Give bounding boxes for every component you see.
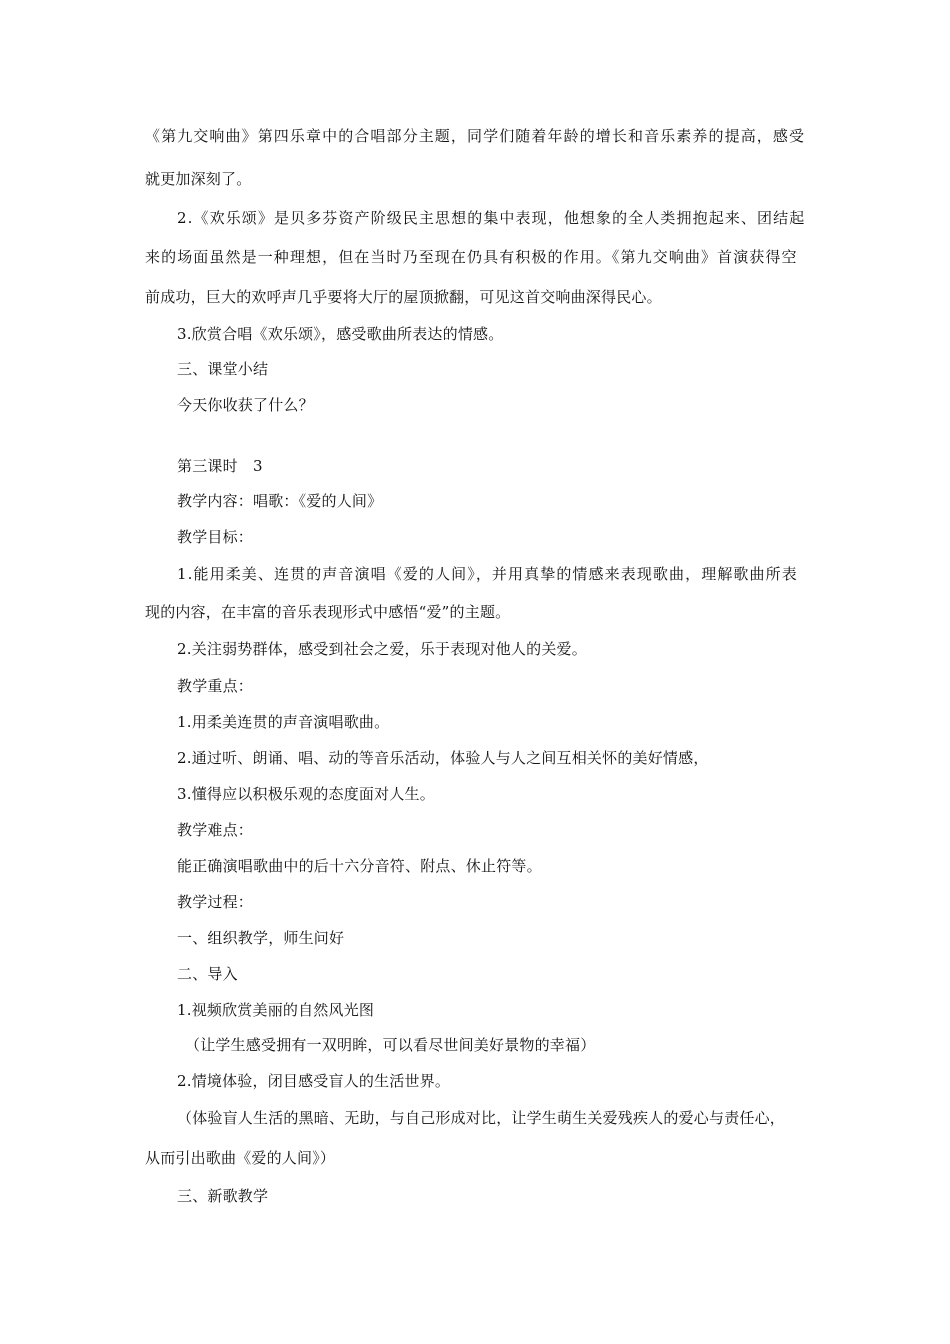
section-heading: 教学目标： [177, 528, 254, 546]
section-heading: 三、课堂小结 [177, 360, 269, 378]
paragraph-line: （体验盲人生活的黑暗、无助，与自己形成对比，让学生萌生关爱残疾人的爱心与责任心， [177, 1109, 786, 1127]
paragraph-line: 2.《欢乐颂》是贝多芬资产阶级民主思想的集中表现，他想象的全人类拥抱起来、团结起 [177, 209, 806, 227]
paragraph-line: 1.视频欣赏美丽的自然风光图 [177, 1001, 375, 1019]
paragraph-line: 3.懂得应以积极乐观的态度面对人生。 [177, 785, 435, 803]
paragraph-line: 《第九交响曲》第四乐章中的合唱部分主题，同学们随着年龄的增长和音乐素养的提高，感受 [145, 127, 806, 145]
paragraph-line: 1.能用柔美、连贯的声音演唱《爱的人间》，并用真挚的情感来表现歌曲，理解歌曲所表 [177, 565, 798, 583]
paragraph-line: 3.欣赏合唱《欢乐颂》，感受歌曲所表达的情感。 [177, 325, 504, 343]
paragraph-line: 2.情境体验，闭目感受盲人的生活世界。 [177, 1072, 451, 1090]
paragraph-line: （让学生感受拥有一双明眸，可以看尽世间美好景物的幸福） [185, 1036, 596, 1054]
paragraph-line: 现的内容，在丰富的音乐表现形式中感悟“爱”的主题。 [145, 603, 511, 621]
paragraph-line: 从而引出歌曲《爱的人间》） [145, 1149, 336, 1167]
section-heading: 二、导入 [177, 965, 238, 983]
section-heading: 一、组织教学，师生问好 [177, 929, 345, 947]
paragraph-line: 能正确演唱歌曲中的后十六分音符、附点、休止符等。 [177, 857, 542, 875]
section-heading: 教学难点： [177, 821, 254, 839]
section-heading: 教学过程： [177, 893, 254, 911]
paragraph-line: 教学内容：唱歌：《爱的人间》 [177, 492, 383, 510]
section-heading: 三、新歌教学 [177, 1187, 269, 1205]
paragraph-line: 2.通过听、朗诵、唱、动的等音乐活动，体验人与人之间互相关怀的美好情感， [177, 749, 709, 767]
paragraph-line: 就更加深刻了。 [145, 170, 252, 188]
paragraph-line: 1.用柔美连贯的声音演唱歌曲。 [177, 713, 390, 731]
paragraph-line: 2.关注弱势群体，感受到社会之爱，乐于表现对他人的关爱。 [177, 640, 587, 658]
paragraph-line: 前成功，巨大的欢呼声几乎要将大厅的屋顶掀翻，可见这首交响曲深得民心。 [145, 288, 662, 306]
paragraph-line: 来的场面虽然是一种理想，但在当时乃至现在仍具有积极的作用。《第九交响曲》首演获得空 [145, 248, 798, 266]
lesson-title: 第三课时 3 [177, 457, 263, 475]
paragraph-line: 今天你收获了什么？ [177, 396, 314, 414]
section-heading: 教学重点： [177, 677, 254, 695]
